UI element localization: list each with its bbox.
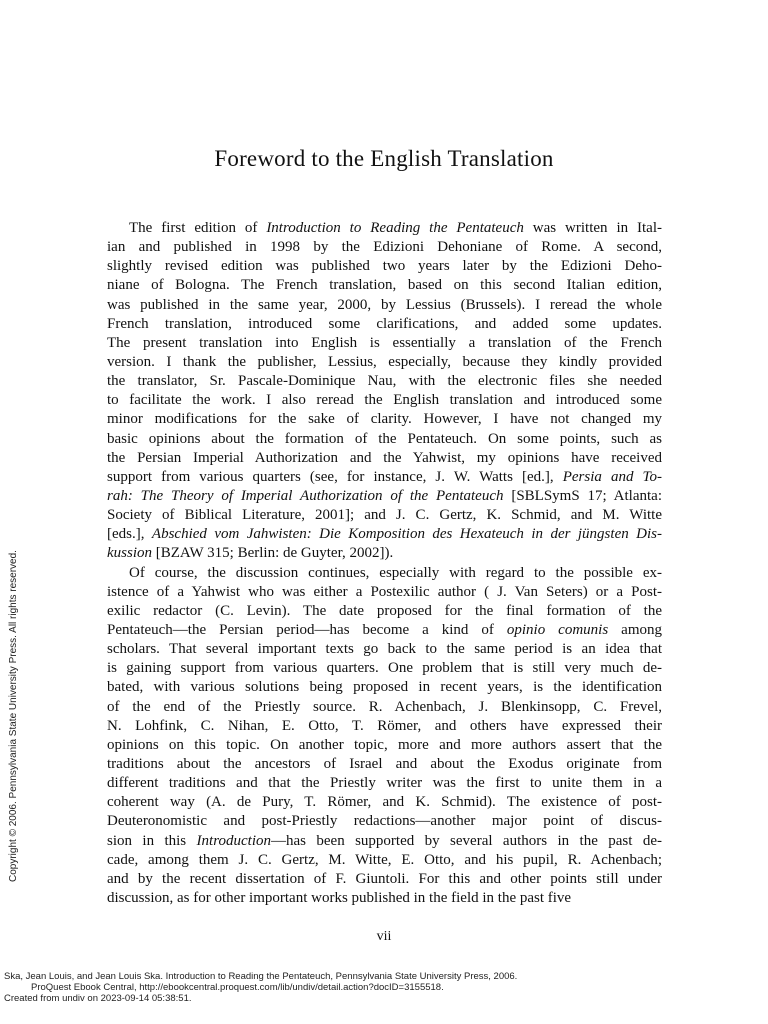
page-number: vii [376,929,392,944]
text-segment: sion in this [107,832,197,849]
text-line [107,334,662,353]
text-line [107,678,662,697]
text-line [107,621,662,640]
text-line [107,774,662,793]
text-line [107,583,662,602]
text-line [107,851,662,870]
text-line [107,755,662,774]
side-copyright-notice: Copyright © 2006. Pennsylvania State University Press. All rights reserved. [8,550,19,882]
footer-created-line: Created from undiv on 2023-09-14 05:38:51. [4,993,192,1004]
text-segment: Of course, the discussion continues, especially with regard to the possible ex- [129,564,662,581]
text-line [107,449,662,468]
text-line [107,219,662,238]
citation-footer [4,971,517,1004]
text-line [107,296,662,315]
text-segment: discussion, as for other important works published in the field in the past five [107,889,572,906]
text-segment: Deuteronomistic and post-Priestly redactions—another major point of discus- [107,813,662,830]
text-line [107,659,662,678]
text-segment: minor modifications for the sake of clarity. However, I have not changed my [107,411,662,428]
footer-source-link[interactable]: ProQuest Ebook Central, http://ebookcentral.proquest.com/lib/undiv/detail.action?docID=3155518. [31,982,444,993]
text-segment: basic opinions about the formation of the Pentateuch. On some points, such as [107,430,662,447]
text-segment: N. Lohfink, C. Nihan, E. Otto, T. Römer, and others have expressed their [107,717,662,734]
italic-text: Persia and To- [562,468,663,485]
text-segment: The present translation into English is essentially a translation of the French [107,334,662,351]
text-segment: cade, among them J. C. Gertz, M. Witte, E. Otto, and his pupil, R. Achenbach; [107,851,662,868]
text-segment: ian and published in 1998 by the Edizioni Dehoniane of Rome. A second, [107,239,662,256]
text-segment: The first edition of [129,220,267,236]
italic-text: rah: The Theory of Imperial Authorization of the Pentateuch [107,487,504,504]
text-line [107,257,662,276]
text-segment: coherent way (A. de Pury, T. Römer, and K. Schmid). The existence of post- [107,794,662,811]
text-line [107,812,662,831]
text-line [107,372,662,391]
text-line [107,889,662,908]
text-segment: [eds.], [107,526,152,543]
italic-text: Introduction to Reading the Pentateuch [266,220,524,236]
text-segment: [SBLSymS 17; Atlanta: [503,487,663,504]
text-segment: exilic redactor (C. Levin). The date proposed for the final formation of the [107,602,662,619]
text-segment: istence of a Yahwist who was either a Postexilic author ( J. Van Seters) or a Post- [107,583,662,600]
text-segment: Pentateuch—the Persian period—has become a kind of [107,621,507,638]
text-segment: is gaining support from various quarters. One problem that is still very much de- [107,660,662,677]
text-segment: Society of Biblical Literature, 2001]; and J. C. Gertz, K. Schmid, and M. Witte [107,507,662,524]
text-line [107,870,662,889]
text-segment: to facilitate the work. I also reread the English translation and introduced some [107,392,662,409]
text-line [107,564,662,583]
text-segment: was written in Ital- [523,220,663,236]
text-line [107,525,662,544]
text-line [107,640,662,659]
text-segment: was published in the same year, 2000, by Lessius (Brussels). I reread the whole [107,296,662,313]
text-segment: niane of Bologna. The French translation, based on this second Italian edition, [107,277,662,294]
text-segment: of the end of the Priestly source. R. Achenbach, J. Blenkinsopp, C. Frevel, [107,698,662,715]
text-line [107,410,662,429]
text-segment: French translation, introduced some clarifications, and added some updates. [107,315,662,332]
text-line [107,468,662,487]
text-segment: support from various quarters (see, for instance, J. W. Watts [ed.], [107,468,563,485]
text-line [107,506,662,525]
text-segment: the Persian Imperial Authorization and the Yahwist, my opinions have received [107,449,662,466]
text-line [107,430,662,449]
text-line [107,832,662,851]
text-line [107,315,662,334]
text-segment: bated, with various solutions being proposed in recent years, is the identification [107,679,662,696]
page-title: Foreword to the English Translation [214,146,554,171]
text-segment: opinions on this topic. On another topic, more and more authors assert that the [107,736,662,753]
text-line [107,391,662,410]
text-segment: version. I thank the publisher, Lessius, especially, because they kindly provided [107,353,662,370]
text-segment: different traditions and that the Priestly writer was the first to unite them in a [107,775,662,792]
text-line [107,487,662,506]
text-line [107,698,662,717]
italic-text: kussion [107,545,152,562]
footer-citation-line: Ska, Jean Louis, and Jean Louis Ska. Introduction to Reading the Pentateuch, Pennsylvania State University Press, 2006. [4,971,518,982]
text-line [107,238,662,257]
text-line [107,717,662,736]
text-segment: among [608,621,662,638]
italic-text: opinio comunis [506,621,609,638]
italic-text: Abschied vom Jahwisten: Die Komposition des Hexateuch in der jüngsten Dis- [151,526,662,543]
text-segment: —has been supported by several authors in the past de- [270,832,662,849]
italic-text: Introduction [196,832,271,849]
text-line [107,602,662,621]
text-segment: scholars. That several important texts go back to the same period is an idea that [107,641,662,658]
text-segment: and by the recent dissertation of F. Giuntoli. For this and other points still under [107,870,662,887]
text-line [107,276,662,295]
text-line [107,544,662,563]
text-line [107,736,662,755]
foreword-body [107,219,662,908]
text-segment: [BZAW 315; Berlin: de Guyter, 2002]). [152,545,394,562]
text-segment: the translator, Sr. Pascale-Dominique Nau, with the electronic files she needed [107,373,662,390]
text-line [107,353,662,372]
text-segment: traditions about the ancestors of Israel and about the Exodus originate from [107,755,662,772]
text-line [107,793,662,812]
text-segment: slightly revised edition was published two years later by the Edizioni Deho- [107,258,662,275]
